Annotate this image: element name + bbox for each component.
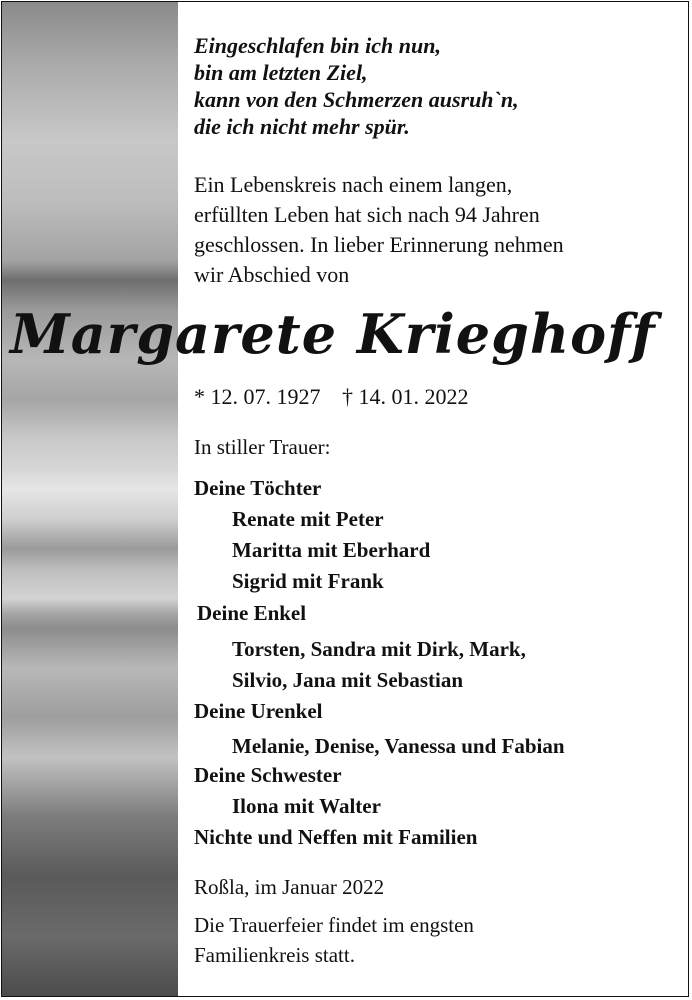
poem-line: die ich nicht mehr spür. — [194, 114, 410, 139]
poem-line: kann von den Schmerzen ausruh`n, — [194, 87, 519, 112]
family-member: Torsten, Sandra mit Dirk, Mark, — [232, 637, 526, 661]
sunset-sea-photo — [2, 2, 178, 996]
poem-line: bin am letzten Ziel, — [194, 60, 368, 85]
intro-line: erfüllten Leben hat sich nach 94 Jahren — [194, 202, 540, 227]
death-date: † 14. 01. 2022 — [342, 384, 469, 409]
sister-heading: Deine Schwester — [194, 763, 342, 787]
grandchildren-heading: Deine Enkel — [197, 601, 307, 625]
mourners-label: In stiller Trauer: — [194, 435, 331, 459]
place-date: Roßla, im Januar 2022 — [194, 875, 385, 899]
intro-line: geschlossen. In lieber Erinnerung nehmen — [194, 232, 564, 257]
intro-line: Ein Lebenskreis nach einem langen, — [194, 172, 513, 197]
closing-text — [194, 910, 474, 970]
family-member: Ilona mit Walter — [232, 794, 381, 818]
intro-line: wir Abschied von — [194, 262, 350, 287]
intro-text — [194, 170, 564, 290]
birth-date: * 12. 07. 1927 — [194, 384, 321, 409]
closing-line: Familienkreis statt. — [194, 943, 355, 967]
daughters-heading: Deine Töchter — [194, 476, 322, 500]
family-member: Melanie, Denise, Vanessa und Fabian — [232, 734, 565, 758]
family-member: Renate mit Peter — [232, 507, 384, 531]
deceased-name: Margarete Krieghoff — [10, 302, 656, 366]
great-grandchildren-heading: Deine Urenkel — [194, 699, 323, 723]
family-member: Sigrid mit Frank — [232, 569, 384, 593]
family-member: Maritta mit Eberhard — [232, 538, 431, 562]
closing-line: Die Trauerfeier findet im engsten — [194, 913, 474, 937]
life-dates — [194, 384, 485, 410]
poem-line: Eingeschlafen bin ich nun, — [194, 33, 441, 58]
nieces-nephews: Nichte und Neffen mit Familien — [194, 825, 478, 849]
obituary-frame — [1, 1, 689, 997]
poem — [194, 32, 519, 140]
family-member: Silvio, Jana mit Sebastian — [232, 668, 464, 692]
